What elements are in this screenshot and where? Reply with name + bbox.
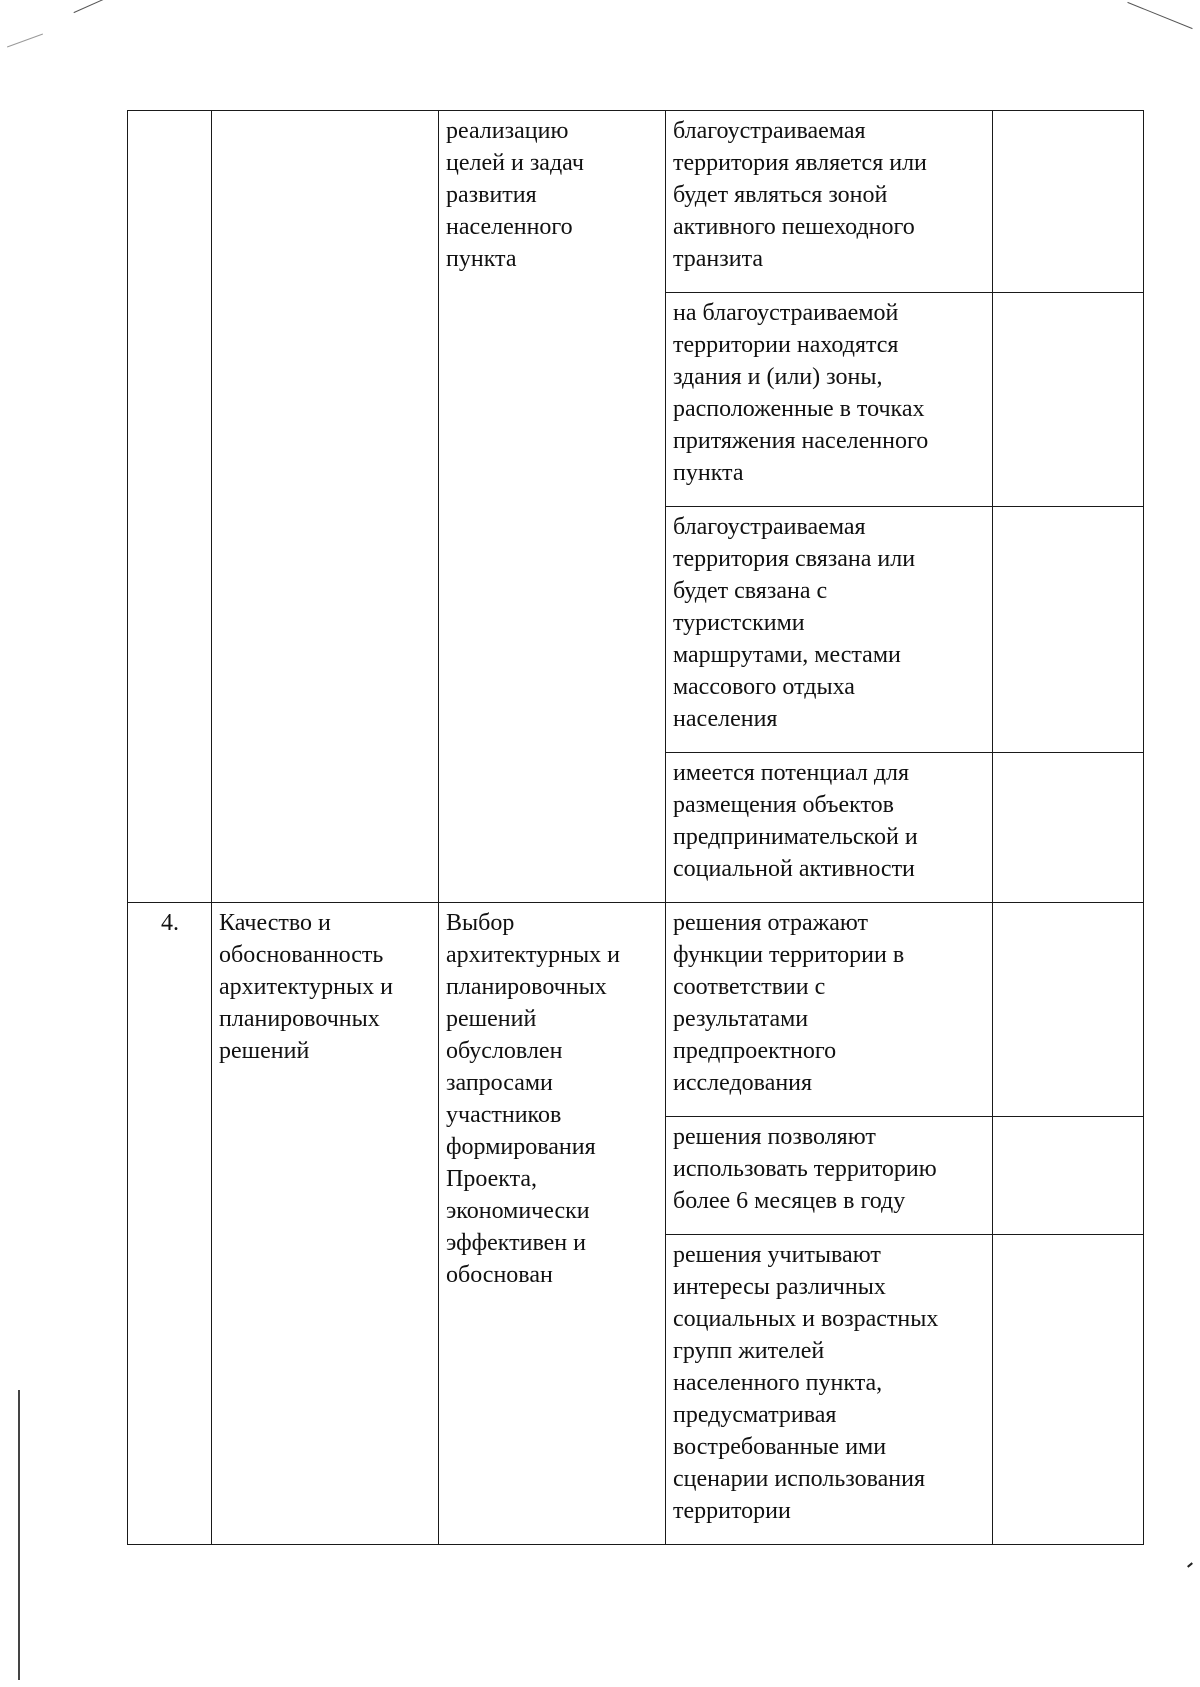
score-cell[interactable] (993, 1235, 1144, 1545)
score-cell[interactable] (993, 1117, 1144, 1235)
score-cell[interactable] (993, 111, 1144, 293)
name-cell (212, 111, 439, 903)
scan-artifact (18, 1390, 20, 1680)
name-cell (212, 903, 439, 1545)
criterion-cell (666, 903, 993, 1117)
criterion-text: на благоустраиваемой территории находятся здания и (или) зоны, расположенные в точках притяжения населенного пункта (673, 300, 929, 486)
criteria-table (127, 110, 1144, 1545)
criterion-cell (666, 1235, 993, 1545)
table-row (128, 111, 1144, 293)
criterion-cell (666, 293, 993, 507)
criterion-text: благоустраиваемая территория является или будет являться зоной активного пешеходного транзита (673, 118, 927, 272)
score-cell[interactable] (993, 293, 1144, 507)
criterion-name: Качество и обоснованность архитектурных и планировочных решений (219, 910, 393, 1064)
criterion-text: решения учитывают интересы различных социальных и возрастных групп жителей населенного пункта, предусматривая востребованные ими сценарии использования территории (673, 1242, 939, 1524)
criterion-text: имеется потенциал для размещения объектов предпринимательской и социальной активности (673, 760, 918, 882)
score-cell[interactable] (993, 903, 1144, 1117)
scan-artifact (1187, 1562, 1193, 1567)
criterion-cell (666, 1117, 993, 1235)
scan-artifact (74, 0, 111, 13)
criterion-cell (666, 111, 993, 293)
description-cell (439, 111, 666, 903)
scan-artifact (7, 34, 43, 48)
row-number: 4. (161, 910, 179, 936)
number-cell (128, 111, 212, 903)
description-cell (439, 903, 666, 1545)
score-cell[interactable] (993, 753, 1144, 903)
criterion-text: решения отражают функции территории в соответствии с результатами предпроектного исследования (673, 910, 905, 1096)
score-cell[interactable] (993, 507, 1144, 753)
criterion-text: благоустраиваемая территория связана или будет связана с туристскими маршрутами, местами массового отдыха населения (673, 514, 916, 732)
description-text: реализацию целей и задач развития населенного пункта (446, 118, 584, 272)
scan-artifact (1127, 2, 1192, 29)
description-text: Выбор архитектурных и планировочных решений обусловлен запросами участников формирования Проекта, экономически эффективен и обоснован (446, 910, 620, 1288)
criterion-text: решения позволяют использовать территорию более 6 месяцев в году (673, 1124, 937, 1214)
criterion-cell (666, 507, 993, 753)
table-row (128, 903, 1144, 1117)
criterion-cell (666, 753, 993, 903)
number-cell (128, 903, 212, 1545)
